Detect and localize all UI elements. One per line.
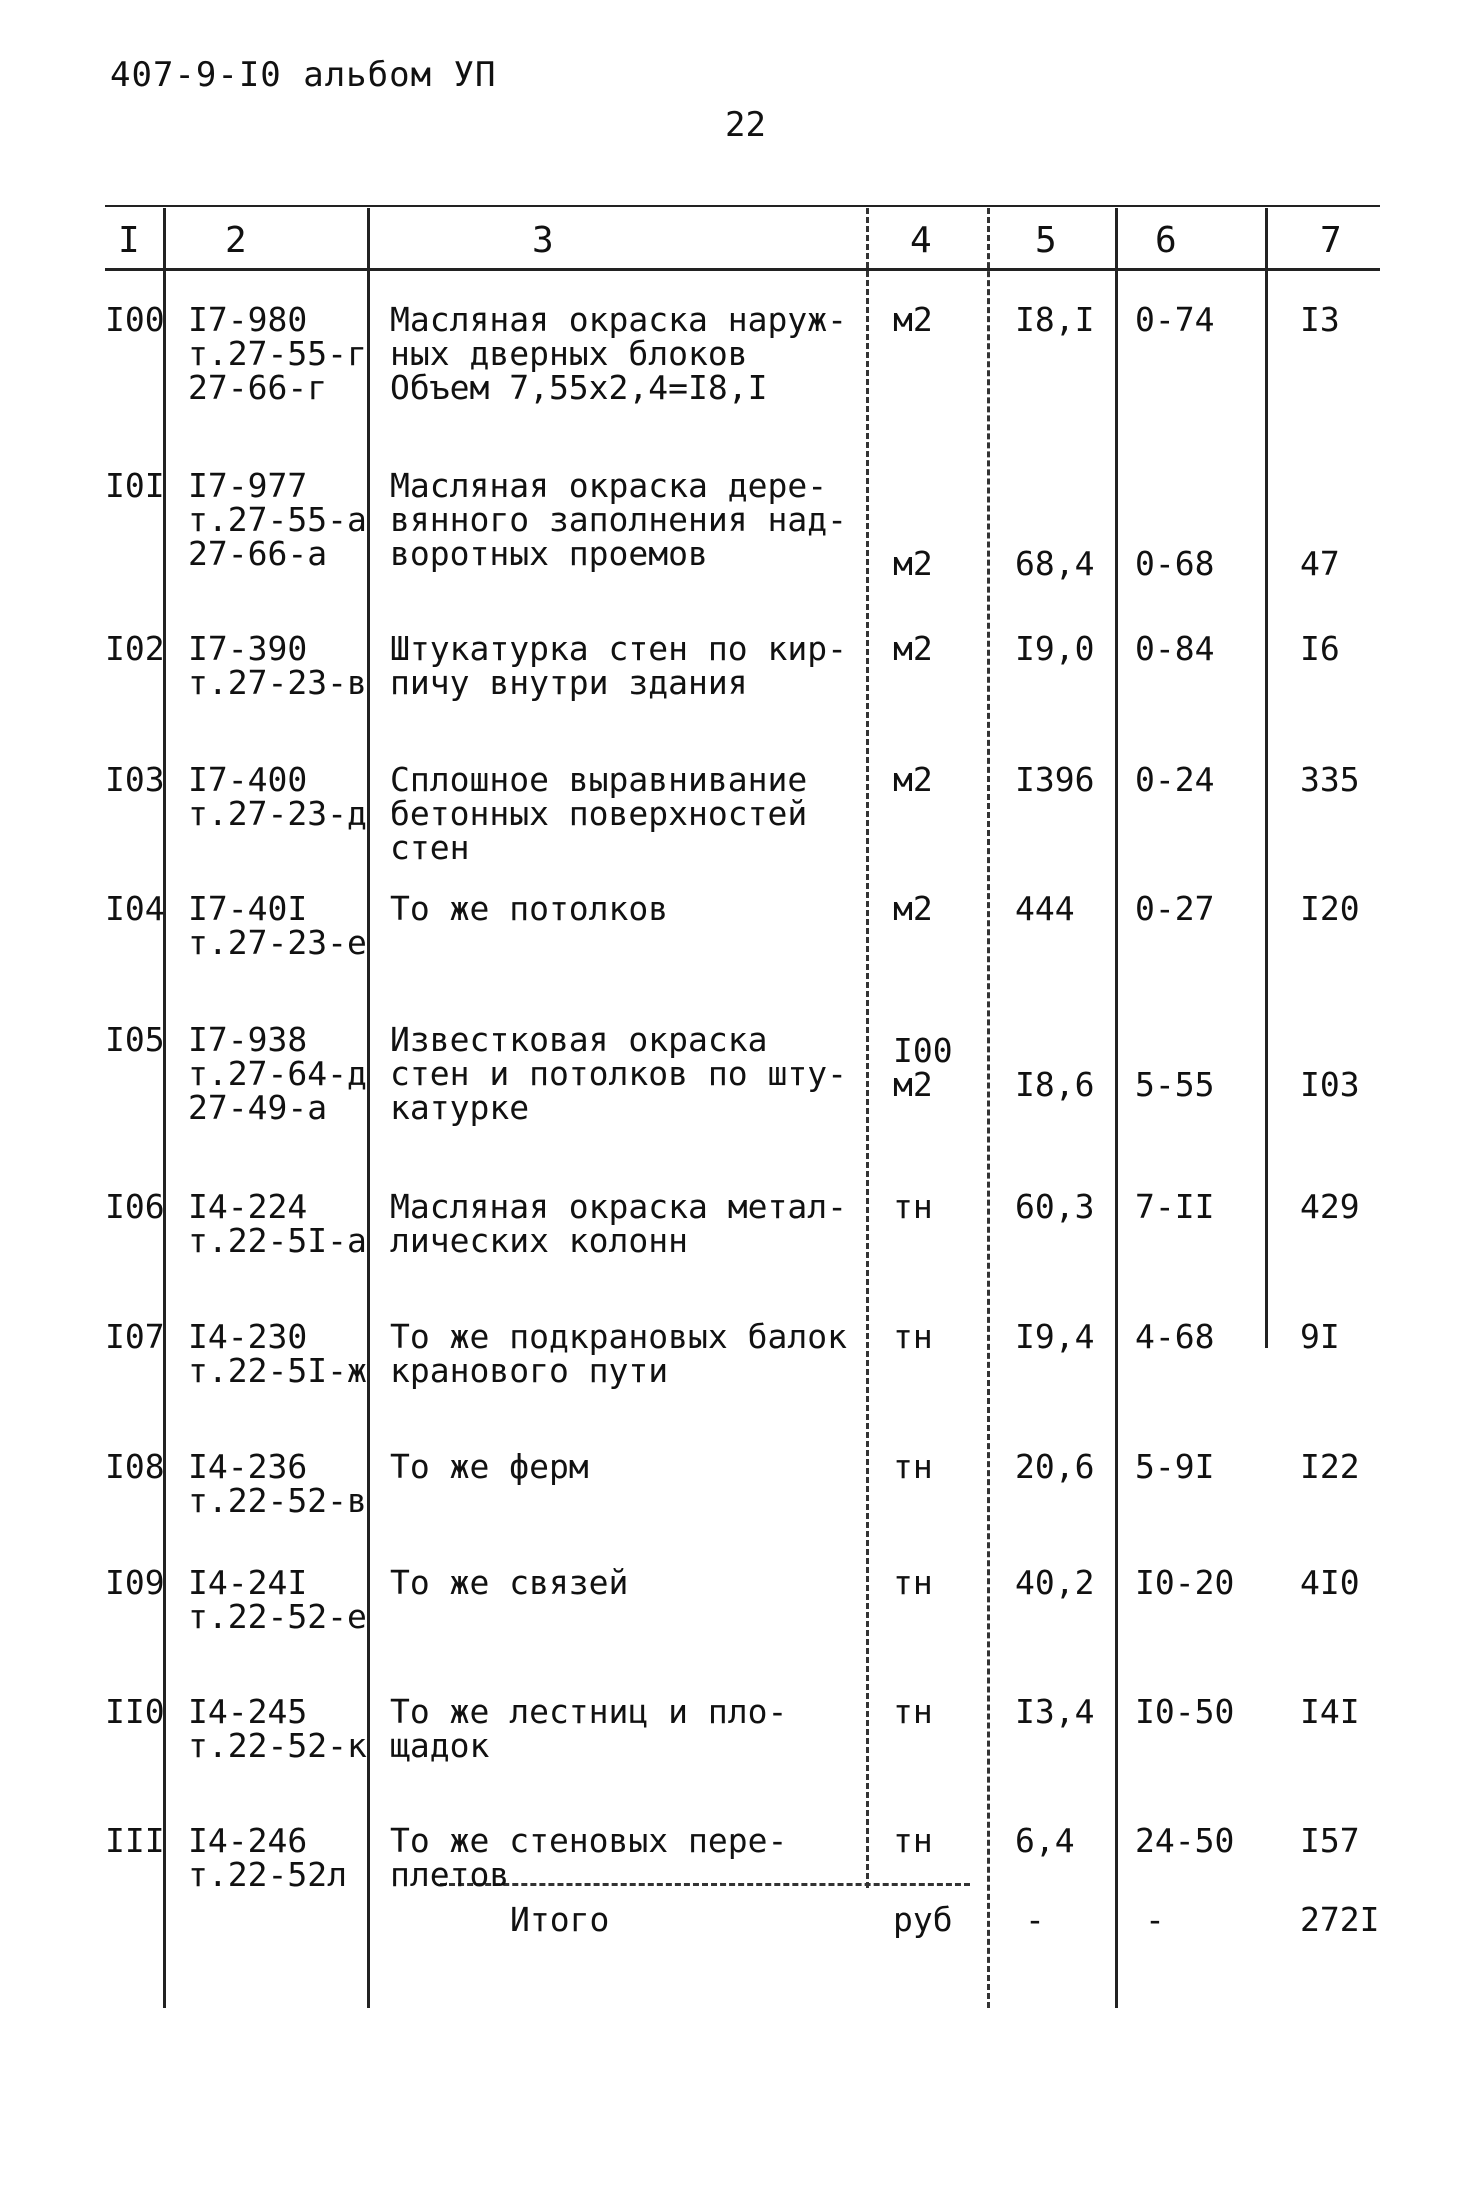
row-price: 7-II [1135,1187,1215,1226]
row-code-line: т.22-52л [188,1855,347,1894]
row-unit: тн [893,1692,933,1731]
row-price: 5-55 [1135,1065,1215,1104]
row-price: 0-68 [1135,544,1215,583]
col-header-2: 2 [225,220,247,261]
row-total: I3 [1300,300,1340,339]
col-sep-6 [1265,208,1268,1348]
row-price: 0-74 [1135,300,1215,339]
row-desc-line: Масляная окраска метал- [390,1187,847,1226]
row-desc-line: Сплошное выравнивание [390,760,808,799]
row-code-line: I4-224 [188,1187,308,1226]
row-number: I09 [105,1563,165,1602]
row-qty: I9,4 [1015,1317,1095,1356]
row-total: 429 [1300,1187,1360,1226]
table-header-rule [105,268,1380,271]
row-price: 0-24 [1135,760,1215,799]
col-header-1: I [118,220,140,261]
row-price: 0-27 [1135,889,1215,928]
row-code-line: 27-66-а [188,534,328,573]
row-desc-line: То же потолков [390,889,669,928]
row-unit: м2 [893,889,933,928]
row-total: I22 [1300,1447,1360,1486]
row-code-line: I7-400 [188,760,308,799]
row-code-line: I7-938 [188,1020,308,1059]
row-unit: м2 [893,300,933,339]
row-qty: I396 [1015,760,1095,799]
row-total: I6 [1300,629,1340,668]
row-code-line: 27-49-а [188,1088,328,1127]
row-number: I03 [105,760,165,799]
row-total: 9I [1300,1317,1340,1356]
row-code-line: I7-40I [188,889,308,928]
row-code-line: т.27-55-а [188,500,367,539]
row-code-line: т.27-23-в [188,663,367,702]
row-code-line: т.22-52-в [188,1481,367,1520]
row-desc-line: лических колонн [390,1221,689,1260]
row-unit: тн [893,1563,933,1602]
row-total: I03 [1300,1065,1360,1104]
row-number: I08 [105,1447,165,1486]
row-unit: м2 [893,629,933,668]
row-code-line: I4-230 [188,1317,308,1356]
row-total: 335 [1300,760,1360,799]
row-qty: 60,3 [1015,1187,1095,1226]
col-sep-2 [367,208,370,2008]
row-number: II0 [105,1692,165,1731]
row-desc-line: То же подкрановых балок [390,1317,847,1356]
row-number: I00 [105,300,165,339]
row-qty: 20,6 [1015,1447,1095,1486]
row-code-line: т.27-55-г [188,334,367,373]
row-unit: тн [893,1821,933,1860]
total-sum: 272I [1300,1900,1380,1939]
row-qty: 444 [1015,889,1075,928]
row-price: I0-50 [1135,1692,1235,1731]
row-desc-line: Штукатурка стен по кир- [390,629,847,668]
row-code-line: т.22-5I-ж [188,1351,367,1390]
row-code-line: т.27-23-д [188,794,367,833]
col-header-4: 4 [910,220,932,261]
col-header-7: 7 [1320,220,1342,261]
col-header-6: 6 [1155,220,1177,261]
row-qty: I8,6 [1015,1065,1095,1104]
row-code-line: I4-245 [188,1692,308,1731]
row-code-line: I4-246 [188,1821,308,1860]
row-total: I57 [1300,1821,1360,1860]
col-sep-3 [866,208,869,1888]
row-price: 5-9I [1135,1447,1215,1486]
row-desc-line: воротных проемов [390,534,708,573]
row-desc-line: катурке [390,1088,530,1127]
row-code-line: 27-66-г [188,368,328,407]
row-qty: 68,4 [1015,544,1095,583]
row-qty: I9,0 [1015,629,1095,668]
row-desc-line: То же стеновых пере- [390,1821,788,1860]
page-number: 22 [725,105,766,145]
col-header-5: 5 [1035,220,1057,261]
row-desc-line: Масляная окраска наруж- [390,300,847,339]
row-unit: тн [893,1187,933,1226]
row-number: I04 [105,889,165,928]
row-code-line: I4-24I [188,1563,308,1602]
row-code-line: I4-236 [188,1447,308,1486]
row-unit: I00 м2 [893,1031,953,1104]
row-desc-line: То же лестниц и пло- [390,1692,788,1731]
row-price: 0-84 [1135,629,1215,668]
row-qty: 40,2 [1015,1563,1095,1602]
row-number: I02 [105,629,165,668]
row-code-line: I7-390 [188,629,308,668]
row-unit: тн [893,1447,933,1486]
row-code-line: I7-977 [188,466,308,505]
row-desc-line: стен [390,828,470,867]
row-qty: I3,4 [1015,1692,1095,1731]
row-total: 4I0 [1300,1563,1360,1602]
row-code-line: I7-980 [188,300,308,339]
row-code-line: т.22-5I-а [188,1221,367,1260]
row-unit: тн [893,1317,933,1356]
row-code-line: т.22-52-к [188,1726,367,1765]
row-desc-line: пичу внутри здания [390,663,748,702]
row-desc-line: ных дверных блоков [390,334,748,373]
row-desc-line: Объем 7,55х2,4=I8,I [390,368,768,407]
row-total: I4I [1300,1692,1360,1731]
row-desc-line: То же ферм [390,1447,589,1486]
document-header: 407-9-I0 альбом УП [110,55,497,95]
col-sep-5 [1115,208,1118,2008]
row-number: I07 [105,1317,165,1356]
row-number: I06 [105,1187,165,1226]
row-code-line: т.22-52-е [188,1597,367,1636]
row-unit: м2 [893,760,933,799]
row-desc-line: плетов [390,1855,510,1894]
row-unit: м2 [893,544,933,583]
row-number: III [105,1821,165,1860]
row-number: I0I [105,466,165,505]
row-price: 4-68 [1135,1317,1215,1356]
total-label: Итого [510,1900,610,1939]
row-number: I05 [105,1020,165,1059]
row-desc-line: То же связей [390,1563,629,1602]
row-desc-line: Масляная окраска дере- [390,466,828,505]
row-total: 47 [1300,544,1340,583]
row-code-line: т.27-23-е [188,923,367,962]
row-desc-line: щадок [390,1726,490,1765]
row-price: 24-50 [1135,1821,1235,1860]
row-price: I0-20 [1135,1563,1235,1602]
row-qty: I8,I [1015,300,1095,339]
row-desc-line: стен и потолков по шту- [390,1054,847,1093]
total-qty: - [1025,1900,1045,1939]
col-header-3: 3 [532,220,554,261]
col-sep-4 [987,208,990,2008]
row-desc-line: вянного заполнения над- [390,500,847,539]
row-total: I20 [1300,889,1360,928]
row-desc-line: Известковая окраска [390,1020,768,1059]
row-code-line: т.27-64-д [188,1054,367,1093]
table-top-rule [105,205,1380,207]
total-separator [440,1883,970,1886]
row-desc-line: бетонных поверхностей [390,794,808,833]
row-desc-line: кранового пути [390,1351,669,1390]
total-price: - [1145,1900,1165,1939]
row-qty: 6,4 [1015,1821,1075,1860]
total-unit: руб [893,1900,953,1939]
